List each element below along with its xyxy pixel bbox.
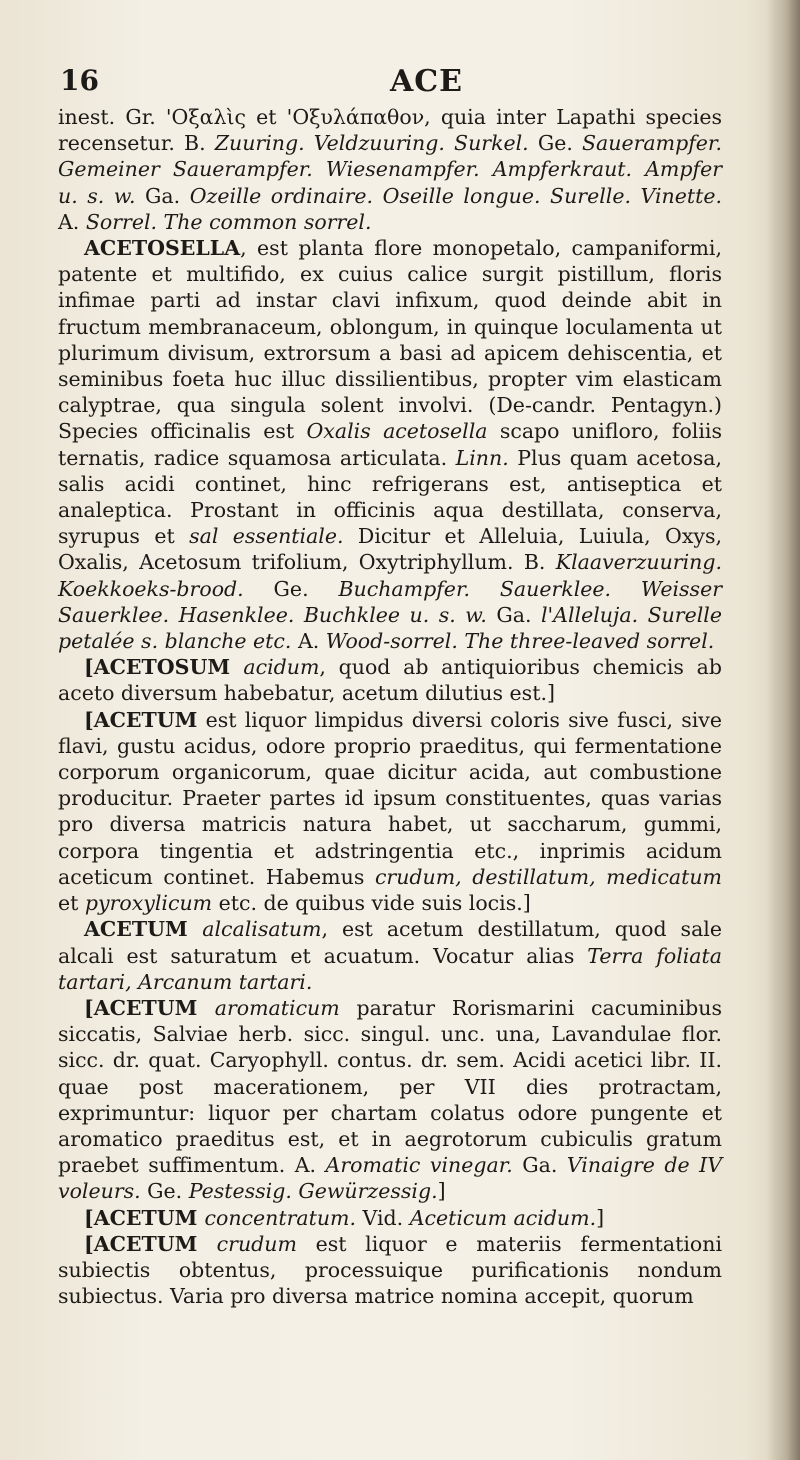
headword: ACETOSELLA [84, 236, 241, 261]
text-segment: Plus quam acetosa, salis acidi continet, hinc refrigerans est, antiseptica et analeptica. Prostant in officinis aqua destillata, conserva, syrupus et [58, 445, 722, 549]
text-segment: Ge. [140, 1179, 189, 1204]
entry-acetum-crudum [58, 1231, 722, 1310]
text-segment: et [58, 891, 85, 916]
text-segment: ] [437, 1179, 446, 1204]
qualifier: concentratum. [204, 1205, 357, 1230]
qualifier: acidum [243, 655, 320, 680]
text-segment: Ga. [486, 602, 541, 627]
text-segment: paratur Rorismarini cacuminibus siccatis, Salviae herb. sicc. singul. unc. una, Lavandulae flor. sicc. dr. quat. Caryophyll. contus. dr. sem. Acidi acetici libr. II. quae post macerationem, per VII dies protractam, exprimuntur: liquor per chartam colatus odore pungente et aromatico praeditus est, et in aegrotorum cubiculis gratum praebet suffimentum. A. [58, 995, 722, 1178]
qualifier: crudum [216, 1231, 297, 1256]
species-name: Oxalis acetosella [306, 419, 488, 444]
acetum-kinds: crudum, destillatum, medicatum [374, 864, 722, 889]
text-segment: , est planta flore monopetalo, campaniformi, patente et multifido, ex cuius calice surgit pistillum, floris infimae parti ad instar clavi infixum, quod deinde abit in fructum membranaceum, oblongum, in quinque loculamenta ut plurimum divisum, extrorsum a basi ad apicem dehiscentia, et seminibus foeta huc illuc dissilientibus, propter vim elasticam calyptrae, qua singula solent involvi. (De-candr. Pentagyn.) Species officinalis est [58, 236, 722, 444]
english-names: Wood-sorrel. The three-leaved sorrel. [325, 629, 715, 654]
text-segment: inest. Gr. 'Οξαλὶς et 'Οξυλάπαθον, quia inter Lapathi species recensetur. B. [58, 105, 722, 156]
text-segment: Vid. [356, 1205, 410, 1230]
text-segment: Ge. [243, 576, 339, 601]
body-text [58, 104, 722, 1309]
running-head: ACE [390, 64, 464, 99]
french-names: Vinaigre de IV voleurs. [58, 1153, 723, 1204]
cross-reference: Aceticum acidum. [409, 1205, 597, 1230]
dutch-names: Klaaverzuuring. Koekkoeks-brood. [58, 550, 722, 601]
text-segment: Ge. [528, 131, 583, 156]
french-names: l'Alleluja. Surelle petalée s. blanche etc. [58, 602, 722, 654]
text-segment: ] [596, 1205, 605, 1230]
synonyms: Terra foliata tartari, Arcanum tartari. [58, 943, 722, 994]
page-header [60, 64, 700, 100]
entry-acetosella [58, 235, 722, 654]
authority: Linn. [455, 445, 509, 470]
text-segment: , est acetum destillatum, quod sale alcali est saturatum et acuatum. Vocatur alias [58, 917, 722, 968]
dutch-names: Zuuring. Veldzuuring. Surkel. [214, 131, 529, 156]
preparation-name: sal essentiale. [189, 524, 344, 549]
text-segment: scapo unifloro, foliis ternatis, radice squamosa articulata. [58, 419, 722, 470]
text-segment: , quod ab antiquioribus chemicis ab aceto diversum habebatur, acetum dilutius est.] [58, 655, 723, 706]
text-segment: Dicitur et Alleluia, Luiula, Oxys, Oxalis, Acetosum trifolium, Oxytriphyllum. B. [58, 524, 722, 575]
text-segment: Ga. [512, 1153, 567, 1178]
text-segment: A. [291, 629, 326, 654]
qualifier: alcalisatum [202, 917, 322, 942]
text-segment: est liquor e materiis fermentationi subiectis obtentus, processuique purificationis nondum subiectus. Varia pro diversa matrice nomina accepit, quorum [58, 1231, 722, 1309]
english-names: Sorrel. The common sorrel. [85, 209, 372, 234]
headword: ACETUM [84, 917, 203, 942]
english-names: Aromatic vinegar. [325, 1153, 513, 1178]
headword: [ACETUM [84, 707, 198, 732]
text-segment: A. [58, 209, 86, 234]
headword: [ACETUM [84, 1205, 205, 1230]
german-names: Sauerampfer. Gemeiner Sauerampfer. Wiesenampfer. Ampferkraut. Ampfer u. s. w. [58, 131, 722, 208]
german-names: Buchampfer. Sauerklee. Weisser Sauerklee. Hasenklee. Buchklee u. s. w. [58, 576, 722, 627]
entry-acetum-aromaticum [58, 995, 722, 1205]
qualifier: aromaticum [214, 995, 340, 1020]
german-names: Pestessig. Gewürzessig. [188, 1179, 438, 1204]
text-segment: etc. de quibus vide suis locis.] [212, 891, 531, 916]
text-segment: est liquor limpidus diversi coloris sive fusci, sive flavi, gustu acidus, odore proprio praeditus, qui fermentatione corporum organicorum, quae dicitur acida, aut combustione producitur. Praeter partes id ipsum constituentes, quas varias pro diversa matricis natura habet, ut saccharum, gummi, corpora tingentia et adstringentia etc., inprimis acidum aceticum continet. Habemus [58, 707, 722, 889]
acetum-kind: pyroxylicum [84, 891, 213, 916]
french-names: Ozeille ordinaire. Oseille longue. Surelle. Vinette. [189, 183, 722, 208]
entry-acetum [58, 707, 722, 917]
entry-acetum-alcalisatum [58, 916, 722, 995]
headword: [ACETUM [84, 1231, 217, 1256]
headword: [ACETOSUM [84, 655, 244, 680]
page-edge-shadow [766, 0, 800, 1460]
entry-acetum-concentratum [58, 1205, 722, 1231]
entry-acetosum-acidum [58, 654, 722, 706]
headword: [ACETUM [84, 995, 215, 1020]
text-segment: Ga. [135, 183, 190, 208]
paragraph-acetosa-end [58, 104, 722, 235]
page-number: 16 [60, 64, 99, 97]
